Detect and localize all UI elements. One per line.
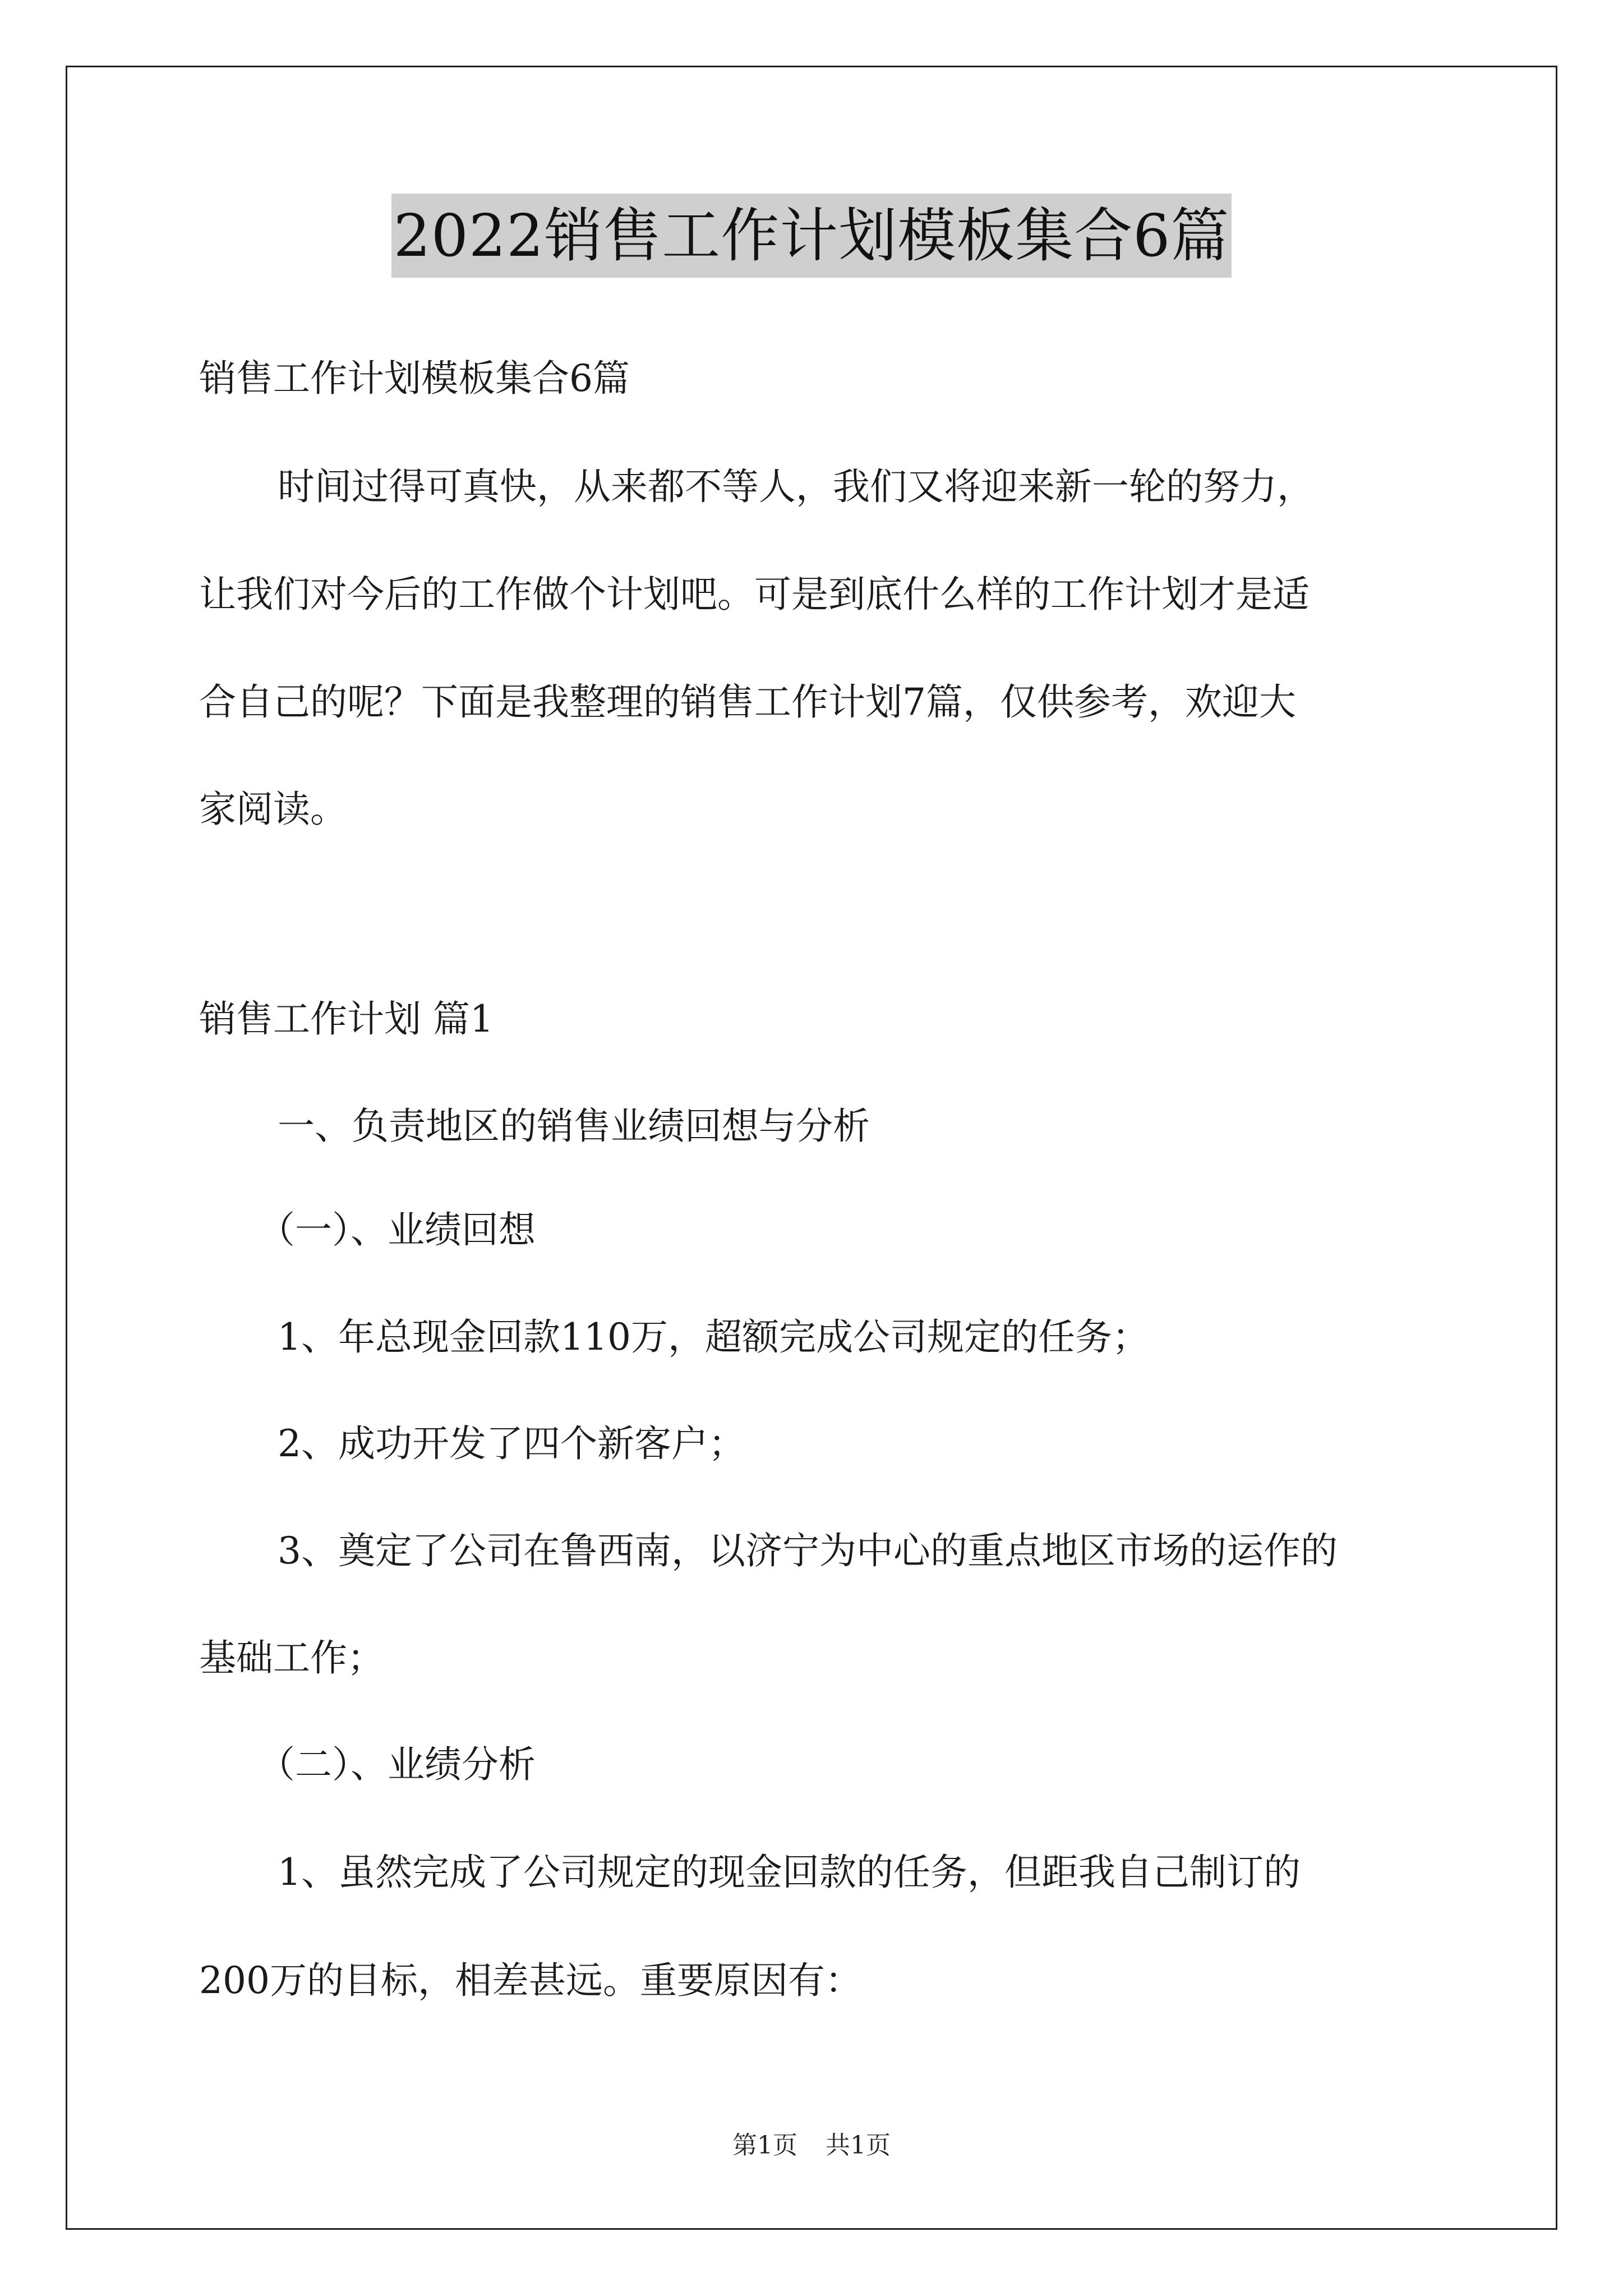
title-wrap xyxy=(0,194,1623,278)
page-number: 第1页 xyxy=(732,2131,797,2160)
document-subtitle: 销售工作计划模板集合6篇 xyxy=(199,357,630,400)
sub-one-item-3: 3、奠定了公司在鲁西南，以济宁为中心的重点地区市场的运作的 xyxy=(278,1529,1338,1572)
intro-line-4: 家阅读。 xyxy=(199,788,347,831)
intro-line-2: 让我们对今后的工作做个计划吧。可是到底什么样的工作计划才是适 xyxy=(199,573,1310,616)
document-title: 2022销售工作计划模板集合6篇 xyxy=(391,194,1232,278)
intro-line-1: 时间过得可真快，从来都不等人，我们又将迎来新一轮的努力， xyxy=(278,465,1314,508)
sub-two-heading: （二）、业绩分析 xyxy=(258,1743,536,1786)
sub-one-heading: （一）、业绩回想 xyxy=(258,1208,536,1251)
section-heading: 销售工作计划 篇1 xyxy=(199,997,494,1041)
sub-one-item-3-cont: 基础工作； xyxy=(199,1636,384,1680)
sub-two-item-1: 1、虽然完成了公司规定的现金回款的任务，但距我自己制订的 xyxy=(278,1851,1301,1894)
page-footer xyxy=(0,2129,1623,2162)
page-total: 共1页 xyxy=(826,2131,891,2160)
sub-one-item-1: 1、年总现金回款110万，超额完成公司规定的任务； xyxy=(278,1315,1149,1359)
part-one-heading: 一、负责地区的销售业绩回想与分析 xyxy=(278,1105,870,1148)
sub-two-item-1-cont: 200万的目标，相差甚远。重要原因有： xyxy=(199,1959,862,2002)
intro-line-3: 合自己的呢？下面是我整理的销售工作计划7篇，仅供参考，欢迎大 xyxy=(199,680,1296,724)
sub-one-item-2: 2、成功开发了四个新客户； xyxy=(278,1422,745,1465)
